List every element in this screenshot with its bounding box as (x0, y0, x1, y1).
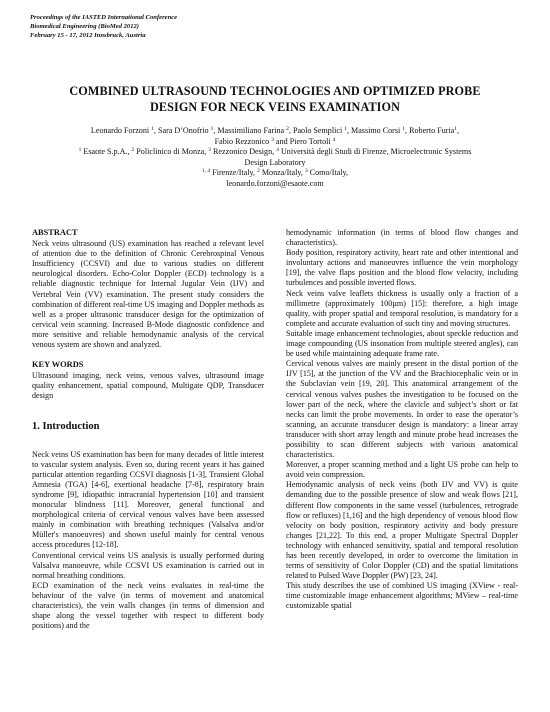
paragraph: hemodynamic information (in terms of blood flow changes and characteristics). (286, 228, 518, 248)
abstract-text: Neck veins ultrasound (US) examination has reached a relevant level of attention due to the definition of Chronic Cerebrospinal Venous Insufficiency (CCSVI) and due to various studies on different neurological disorders. Echo-Color Doppler (ECD) technology is a reliable diagnostic technique for Internal Jugular Vein (IJV) and Vertebral Vein (VV) examination. The present study considers the combination of different real-time US imaging and Doppler methods as well as a proper ultrasonic transducer design for the optimization of cervical vein scanning. Increased B-Mode diagnostic confidence and more sensitive and reliable hemodynamic analysis of the cervical venous system are shown and analyzed. (32, 239, 264, 350)
affiliation-line: Design Laboratory (244, 157, 306, 167)
paragraph: This study describes the use of combined US imaging (XView - real-time customizable image enhancement algorithms; MView – real-time customizable spatial (286, 581, 518, 611)
keywords-text: Ultrasound imaging, neck veins, venous valves, ultrasound image quality enhancement, spatial compound, Multigate QDP, Transducer design (32, 371, 264, 401)
author-line: Leonardo Forzoni $^1$, Sara D’Onofrio $^1$, Massimiliano Farina $^2$, Paolo Semplici $^1$, Massimo Corsi $^1$, Roberto Furia$^1$, (90, 126, 460, 135)
affiliation-marker: 1 (454, 126, 458, 132)
header-line: Proceedings of the IASTED International Conference (30, 14, 178, 21)
affiliation-marker: 1 (210, 126, 214, 132)
paragraph: Cervical venous valves are mainly present in the distal portion of the IJV [15], at the junction of the VV and the Brachiocephalic vein or in the Subclavian vein [19, 20]. This anatomical arrangement of the cervical venous valves pushes the investigation to be focused on the lower part of the neck, where the clavicle and subject’s short or fat necks can limit the probe movements. In order to ease the operator’s scanning, an accurate transducer design is mandatory: a linear array transducer with short array length and minute probe head increases the possibility to scan different subjects with various anatomical characteristics. (286, 359, 518, 460)
author-name: Massimiliano Farina (217, 126, 287, 135)
affiliation-line (40, 147, 510, 158)
left-column (32, 228, 264, 631)
affiliation-marker: 1 (151, 126, 154, 132)
affiliation-text: Como/Italy, (307, 168, 349, 178)
affiliation-line (40, 168, 510, 179)
affiliation-text: Firenze/Italy, (210, 168, 258, 178)
affiliation-marker: 4 (332, 136, 336, 143)
proceedings-header (30, 13, 177, 40)
author-name: Massimo Corsi (351, 126, 403, 135)
header-line: Biomedical Engineering (BioMed 2012) (30, 23, 139, 30)
author-line: Fabio Rezzonico $^3$ and Piero Tortoli $^4$ (214, 136, 336, 146)
affiliation-marker: 1 (344, 126, 347, 132)
affiliation-marker: 2 (131, 147, 135, 154)
author-name: Roberto Furia (409, 126, 455, 135)
affiliation-marker: 3 (271, 136, 274, 143)
author-name: Sara D’Onofrio (157, 126, 211, 135)
keywords-heading: KEY WORDS (32, 360, 84, 370)
title-line: COMBINED ULTRASOUND TECHNOLOGIES AND OPTIMIZED PROBE (69, 84, 481, 98)
author-name: Leonardo Forzoni (90, 126, 152, 135)
author-name: Paolo Semplici (292, 126, 345, 135)
affiliation-marker: 1 (402, 126, 406, 132)
affiliation-text: Policlinico di Monza, (134, 147, 209, 157)
paragraph: Hemodynamic analysis of neck veins (both IJV and VV) is quite demanding due to the possible presence of slow and weak flows [21], different flow components in the same vessel (turbulences, retrograde flow or refluxes) [1,16] and the high dependency of venous blood flow velocity on body position, respiratory activity and body pressure changes [21,22]. To this end, a proper Multigate Spectral Doppler technology with enhanced sensitivity, spatial and temporal resolution has been recently developed, in order to overcome the limitation in terms of sensitivity of Color Doppler (CD) and the spatial limitations related to Pulsed Wave Doppler (PW) [23, 24]. (286, 480, 518, 581)
paragraph: Moreover, a proper scanning method and a light US probe can help to avoid vein compression. (286, 460, 518, 480)
affiliation-marker: 2 (286, 126, 289, 132)
affiliation-text: Università degli Studi di Firenze, Microelectronic Systems (278, 147, 472, 157)
abstract-heading: ABSTRACT (32, 228, 78, 237)
paper-title (40, 83, 510, 115)
contact-email: leonardo.forzoni@esaote.com (226, 178, 324, 188)
affiliation-text: Monza/Italy, (259, 168, 305, 178)
author-name: Piero Tortoli (289, 136, 333, 146)
affiliation-marker: 1 (78, 147, 82, 154)
introduction-heading: 1. Introduction (32, 420, 100, 432)
right-column (286, 228, 518, 612)
paragraph: Body position, respiratory activity, heart rate and other intentional and involuntary actions and manoeuvres influence the vein morphology [19], the valve flaps position and the blood flow velocity, including turbulences and possible inverted flows. (286, 248, 518, 288)
affiliation-marker: 1, 4 (201, 168, 211, 175)
title-line: DESIGN FOR NECK VEINS EXAMINATION (149, 100, 401, 114)
header-line: February 15 - 17, 2012 Innsbruck, Austria (30, 32, 146, 39)
affiliation-text: Rezzonico Design, (211, 147, 277, 157)
paragraph: Neck veins valve leaflets thickness is usually only a fraction of a millimetre (approximately 100µm) [15]: therefore, a high image quality, with proper spatial and temporal resolution, is mandatory for a complete and accurate evaluation of such tiny and moving structures. (286, 288, 518, 328)
affiliation-marker: 4 (276, 147, 279, 154)
affiliation-text: Esaote S.p.A., (81, 147, 132, 157)
affiliation-marker: 3 (304, 168, 308, 175)
paragraph: Suitable image enhancement technologies, about speckle reduction and image compounding (US insonation from multiple steered angles), can be used while maintaining adequate frame rate. (286, 328, 518, 359)
paragraph: Conventional cervical veins US analysis is usually performed during Valsalva manoeuvre, while CCSVI US examination is carried out in normal breathing conditions. (32, 550, 264, 580)
author-block (40, 126, 510, 190)
affiliation-marker: 2 (257, 168, 260, 175)
paragraph: ECD examination of the neck veins evaluates in real-time the behaviour of the valve (in terms of movement and anatomical characteristics), the vein walls changes (in terms of dimension and shape along the vessel together with respect to different body positions) and the (32, 580, 264, 631)
author-name: Fabio Rezzonico (214, 136, 272, 146)
paragraph: Neck veins US examination has been for many decades of little interest to vascular system analysis. Even so, during recent years it has gained particular attention regarding CCSVI diagnosis [1-3], Transient Global Amnesia (TGA) [4-6], exertional headache [7-8], respiratory brain syndrome [9], idiopathic intracranial hypertension [10] and transient monocular blindness [11]. Moreover, general functional and morphological criteria of cervical venous valves have been assessed mainly in combination with breathing techniques (Valsalva and/or Müller's manoeuvres) and shown useful mainly for central venous access procedures [12-18]. (32, 449, 264, 550)
affiliation-marker: 3 (208, 147, 211, 154)
